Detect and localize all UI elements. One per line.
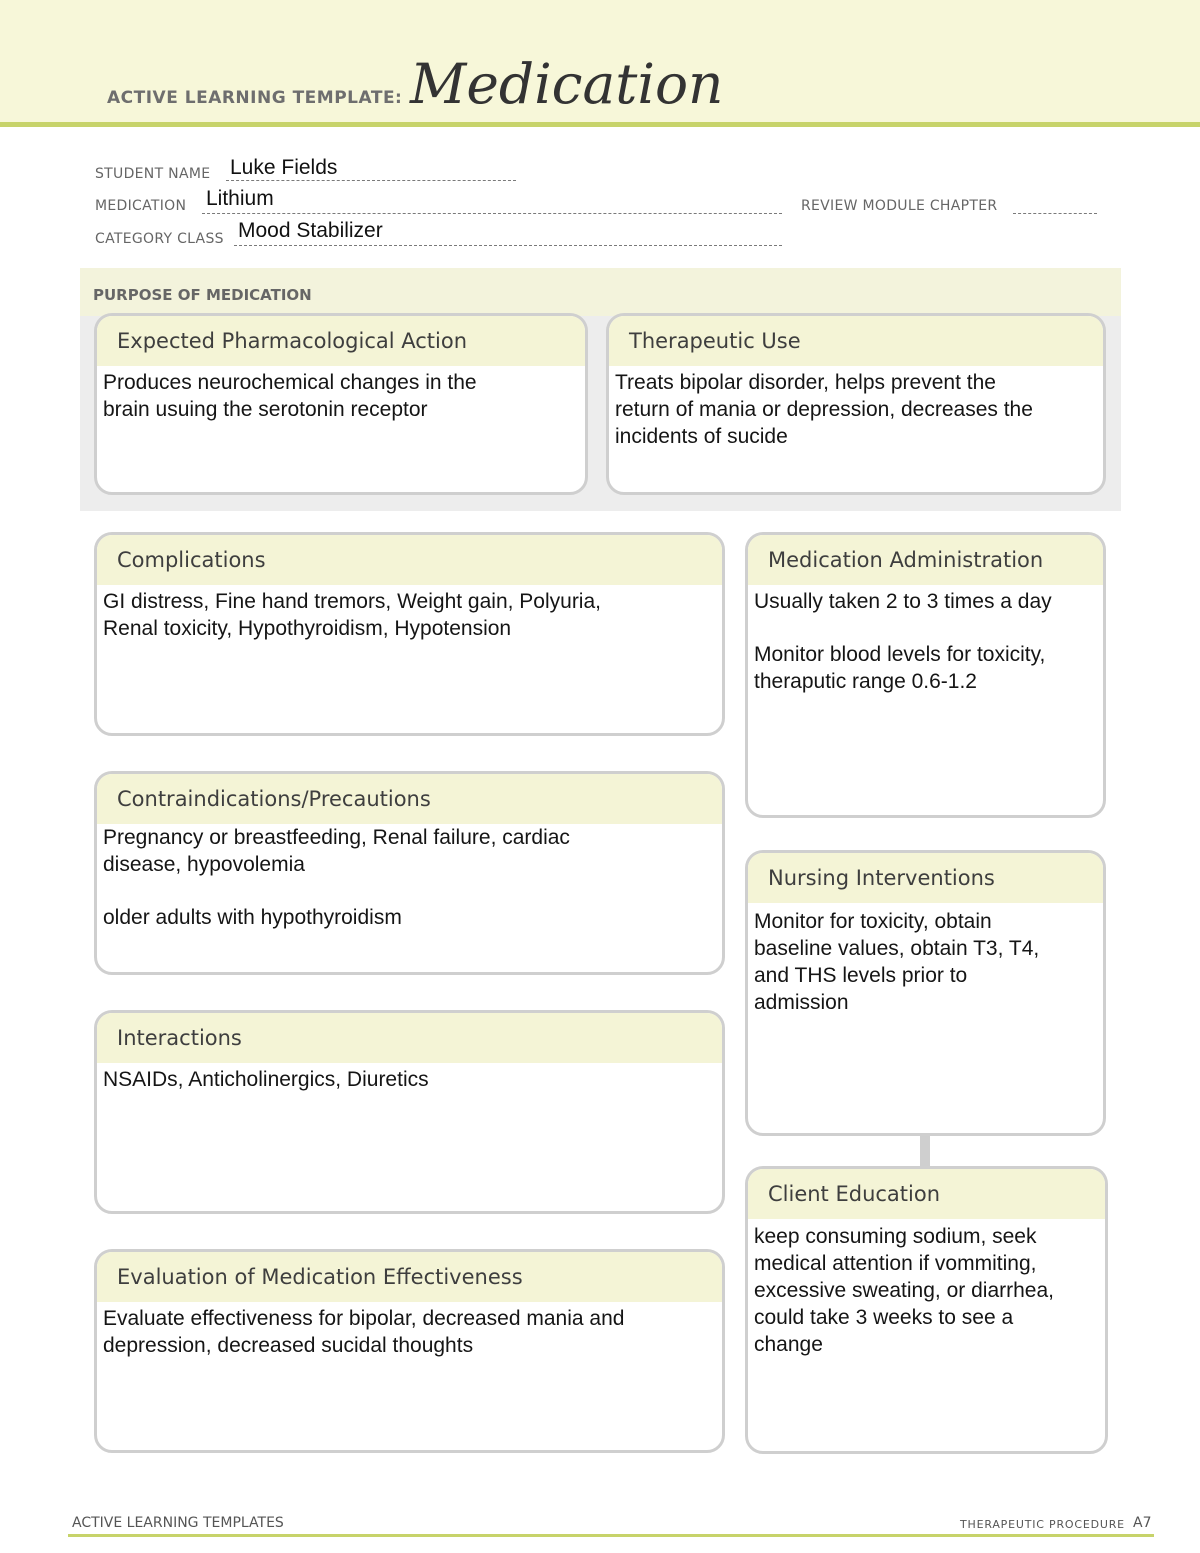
education-box xyxy=(745,1166,1108,1454)
text-line: older adults with hypothyroidism xyxy=(103,906,402,929)
category-class-label: CATEGORY CLASS xyxy=(95,231,224,247)
education-text[interactable] xyxy=(748,1219,1105,1358)
text-line: GI distress, Fine hand tremors, Weight gain, Polyuria, xyxy=(103,590,601,613)
interactions-text[interactable] xyxy=(97,1063,722,1093)
footer-rule xyxy=(68,1534,1154,1537)
student-name-field[interactable]: Luke Fields xyxy=(230,156,338,179)
review-module-field[interactable] xyxy=(1013,213,1097,214)
expected-action-text[interactable] xyxy=(97,366,585,423)
text-line: and THS levels prior to xyxy=(754,964,968,987)
therapeutic-use-text[interactable] xyxy=(609,366,1103,450)
therapeutic-use-box xyxy=(606,313,1106,495)
contraindications-text[interactable] xyxy=(97,824,722,931)
nursing-box xyxy=(745,850,1106,1136)
page-title: Medication xyxy=(410,52,724,116)
nursing-title: Nursing Interventions xyxy=(748,853,1103,903)
student-name-label: STUDENT NAME xyxy=(95,166,211,182)
complications-box xyxy=(94,532,725,736)
interactions-title: Interactions xyxy=(97,1013,722,1063)
interactions-box xyxy=(94,1010,725,1214)
administration-title: Medication Administration xyxy=(748,535,1103,585)
therapeutic-use-title: Therapeutic Use xyxy=(609,316,1103,366)
text-line: Renal toxicity, Hypothyroidism, Hypotension xyxy=(103,617,512,640)
text-line: theraputic range 0.6-1.2 xyxy=(754,670,977,693)
text-line: depression, decreased sucidal thoughts xyxy=(103,1334,474,1357)
text-line: keep consuming sodium, seek xyxy=(754,1225,1037,1248)
review-module-label: REVIEW MODULE CHAPTER xyxy=(801,198,998,214)
text-line: disease, hypovolemia xyxy=(103,853,305,876)
text-line: brain usuing the serotonin receptor xyxy=(103,398,428,421)
text-line: Usually taken 2 to 3 times a day xyxy=(754,590,1052,613)
medication-label: MEDICATION xyxy=(95,198,187,214)
text-line: Monitor for toxicity, obtain xyxy=(754,910,992,933)
template-label: ACTIVE LEARNING TEMPLATE: xyxy=(107,88,403,108)
page-number: A7 xyxy=(1133,1515,1152,1531)
administration-text[interactable] xyxy=(748,585,1103,695)
evaluation-text[interactable] xyxy=(97,1302,722,1359)
purpose-label: PURPOSE OF MEDICATION xyxy=(93,286,312,304)
evaluation-title: Evaluation of Medication Effectiveness xyxy=(97,1252,722,1302)
expected-action-box xyxy=(94,313,588,495)
category-class-field[interactable]: Mood Stabilizer xyxy=(238,219,383,242)
administration-box xyxy=(745,532,1106,818)
connector-bar xyxy=(920,1135,930,1167)
text-line: could take 3 weeks to see a xyxy=(754,1306,1014,1329)
header-rule xyxy=(0,122,1200,127)
footer-left: ACTIVE LEARNING TEMPLATES xyxy=(72,1515,284,1531)
student-name-line xyxy=(226,180,516,181)
text-line: excessive sweating, or diarrhea, xyxy=(754,1279,1054,1302)
footer-right: THERAPEUTIC PROCEDURE xyxy=(960,1518,1125,1531)
complications-text[interactable] xyxy=(97,585,722,642)
nursing-text[interactable] xyxy=(748,903,1103,1016)
text-line: admission xyxy=(754,991,849,1014)
education-title: Client Education xyxy=(748,1169,1105,1219)
text-line: NSAIDs, Anticholinergics, Diuretics xyxy=(103,1068,429,1091)
text-line: Produces neurochemical changes in the xyxy=(103,371,477,394)
contraindications-box xyxy=(94,771,725,975)
medication-line xyxy=(202,213,782,214)
expected-action-title: Expected Pharmacological Action xyxy=(97,316,585,366)
text-line: Treats bipolar disorder, helps prevent the xyxy=(615,371,996,394)
category-class-line xyxy=(234,245,782,246)
text-line: return of mania or depression, decreases the xyxy=(615,398,1033,421)
text-line: baseline values, obtain T3, T4, xyxy=(754,937,1040,960)
complications-title: Complications xyxy=(97,535,722,585)
contraindications-title: Contraindications/Precautions xyxy=(97,774,722,824)
evaluation-box xyxy=(94,1249,725,1453)
medication-field[interactable]: Lithium xyxy=(206,187,274,210)
text-line: Pregnancy or breastfeeding, Renal failure, cardiac xyxy=(103,826,570,849)
text-line: medical attention if vommiting, xyxy=(754,1252,1037,1275)
text-line: Monitor blood levels for toxicity, xyxy=(754,643,1046,666)
text-line: change xyxy=(754,1333,823,1356)
text-line: incidents of sucide xyxy=(615,425,788,448)
text-line: Evaluate effectiveness for bipolar, decreased mania and xyxy=(103,1307,625,1330)
